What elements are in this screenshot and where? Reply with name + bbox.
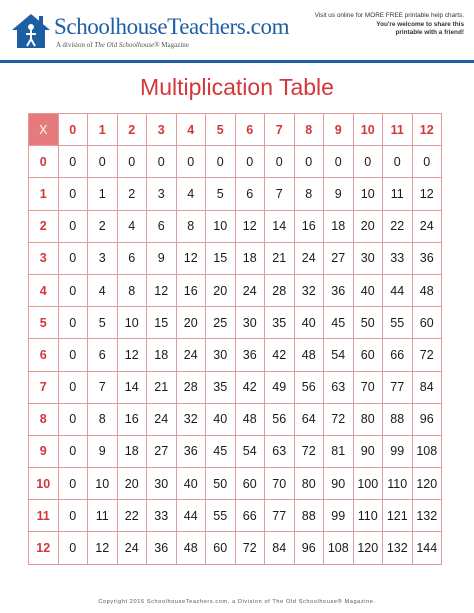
table-cell: 8 (176, 210, 206, 242)
table-cell: 50 (353, 307, 383, 339)
table-cell: 11 (383, 178, 413, 210)
table-cell: 6 (235, 178, 265, 210)
table-cell: 48 (294, 339, 324, 371)
row-header: 12 (29, 532, 59, 564)
table-cell: 0 (58, 371, 88, 403)
table-cell: 4 (88, 274, 118, 306)
header-divider (0, 60, 474, 63)
row-header: 8 (29, 403, 59, 435)
table-cell: 8 (117, 274, 147, 306)
table-cell: 16 (294, 210, 324, 242)
table-cell: 36 (235, 339, 265, 371)
table-cell: 10 (206, 210, 236, 242)
table-row (29, 403, 442, 435)
table-cell: 2 (117, 178, 147, 210)
table-cell: 12 (117, 339, 147, 371)
table-cell: 56 (265, 403, 295, 435)
table-cell: 60 (235, 468, 265, 500)
table-cell: 36 (412, 242, 442, 274)
table-cell: 14 (117, 371, 147, 403)
table-cell: 48 (176, 532, 206, 564)
table-cell: 144 (412, 532, 442, 564)
table-cell: 32 (176, 403, 206, 435)
table-cell: 49 (265, 371, 295, 403)
table-cell: 108 (412, 435, 442, 467)
table-cell: 18 (147, 339, 177, 371)
table-cell: 0 (353, 146, 383, 178)
table-cell: 4 (176, 178, 206, 210)
column-header: 6 (235, 114, 265, 146)
table-cell: 10 (353, 178, 383, 210)
table-cell: 70 (265, 468, 295, 500)
table-cell: 42 (235, 371, 265, 403)
table-cell: 96 (412, 403, 442, 435)
table-cell: 4 (117, 210, 147, 242)
row-header: 9 (29, 435, 59, 467)
table-row (29, 339, 442, 371)
row-header: 3 (29, 242, 59, 274)
table-cell: 25 (206, 307, 236, 339)
table-cell: 66 (383, 339, 413, 371)
table-cell: 2 (88, 210, 118, 242)
row-header: 6 (29, 339, 59, 371)
table-row (29, 500, 442, 532)
table-cell: 0 (58, 274, 88, 306)
table-row (29, 435, 442, 467)
table-cell: 36 (324, 274, 354, 306)
table-cell: 12 (88, 532, 118, 564)
table-cell: 18 (235, 242, 265, 274)
table-cell: 99 (324, 500, 354, 532)
column-header: 11 (383, 114, 413, 146)
table-cell: 9 (324, 178, 354, 210)
table-cell: 81 (324, 435, 354, 467)
table-row (29, 274, 442, 306)
table-cell: 22 (117, 500, 147, 532)
table-cell: 20 (117, 468, 147, 500)
row-header: 10 (29, 468, 59, 500)
table-cell: 9 (88, 435, 118, 467)
table-row (29, 146, 442, 178)
table-cell: 0 (58, 435, 88, 467)
promo-line-2: You're welcome to share this (376, 20, 464, 28)
column-header: 3 (147, 114, 177, 146)
table-cell: 0 (265, 146, 295, 178)
column-header: 10 (353, 114, 383, 146)
schoolhouse-logo-icon (10, 12, 52, 50)
brand-name: SchoolhouseTeachers.com (54, 14, 290, 39)
table-cell: 32 (294, 274, 324, 306)
table-cell: 48 (412, 274, 442, 306)
table-cell: 96 (294, 532, 324, 564)
table-cell: 55 (383, 307, 413, 339)
table-cell: 22 (383, 210, 413, 242)
table-cell: 3 (147, 178, 177, 210)
table-cell: 63 (265, 435, 295, 467)
table-cell: 42 (265, 339, 295, 371)
page-header (0, 0, 474, 60)
table-cell: 64 (294, 403, 324, 435)
table-row (29, 210, 442, 242)
table-cell: 12 (412, 178, 442, 210)
table-cell: 36 (147, 532, 177, 564)
table-cell: 90 (353, 435, 383, 467)
table-cell: 110 (353, 500, 383, 532)
row-header: 2 (29, 210, 59, 242)
header-row (29, 114, 442, 146)
table-cell: 0 (383, 146, 413, 178)
table-cell: 0 (294, 146, 324, 178)
row-header: 11 (29, 500, 59, 532)
table-cell: 30 (235, 307, 265, 339)
table-cell: 121 (383, 500, 413, 532)
table-cell: 33 (147, 500, 177, 532)
table-cell: 7 (265, 178, 295, 210)
table-cell: 0 (58, 242, 88, 274)
table-cell: 35 (206, 371, 236, 403)
table-cell: 0 (58, 468, 88, 500)
row-header: 7 (29, 371, 59, 403)
brand-tagline: A division of The Old Schoolhouse® Magazine (56, 41, 189, 49)
table-cell: 60 (206, 532, 236, 564)
table-cell: 132 (383, 532, 413, 564)
table-cell: 84 (412, 371, 442, 403)
table-cell: 0 (88, 146, 118, 178)
corner-cell: X (29, 114, 59, 146)
table-cell: 0 (58, 307, 88, 339)
table-cell: 44 (176, 500, 206, 532)
table-row (29, 468, 442, 500)
table-cell: 5 (206, 178, 236, 210)
row-header: 5 (29, 307, 59, 339)
table-cell: 0 (412, 146, 442, 178)
table-cell: 27 (147, 435, 177, 467)
table-cell: 33 (383, 242, 413, 274)
table-cell: 70 (353, 371, 383, 403)
table-cell: 88 (294, 500, 324, 532)
table-cell: 44 (383, 274, 413, 306)
copyright-footer: Copyright 2016 SchoolhouseTeachers.com, a Division of The Old Schoolhouse® Magazine. (98, 599, 376, 605)
table-cell: 72 (324, 403, 354, 435)
table-cell: 14 (265, 210, 295, 242)
column-header: 5 (206, 114, 236, 146)
table-cell: 90 (324, 468, 354, 500)
table-cell: 60 (412, 307, 442, 339)
table-cell: 35 (265, 307, 295, 339)
table-cell: 66 (235, 500, 265, 532)
table-cell: 40 (176, 468, 206, 500)
table-cell: 120 (353, 532, 383, 564)
table-cell: 80 (294, 468, 324, 500)
table-cell: 45 (206, 435, 236, 467)
table-cell: 8 (88, 403, 118, 435)
table-cell: 56 (294, 371, 324, 403)
table-cell: 50 (206, 468, 236, 500)
table-cell: 0 (58, 339, 88, 371)
table-cell: 20 (176, 307, 206, 339)
table-cell: 16 (176, 274, 206, 306)
table-cell: 10 (117, 307, 147, 339)
table-cell: 30 (206, 339, 236, 371)
table-cell: 45 (324, 307, 354, 339)
table-cell: 7 (88, 371, 118, 403)
table-cell: 24 (294, 242, 324, 274)
table-cell: 24 (412, 210, 442, 242)
promo-text (274, 12, 464, 38)
table-cell: 0 (58, 178, 88, 210)
column-header: 12 (412, 114, 442, 146)
table-cell: 20 (353, 210, 383, 242)
table-cell: 108 (324, 532, 354, 564)
table-cell: 12 (176, 242, 206, 274)
table-cell: 9 (147, 242, 177, 274)
table-cell: 88 (383, 403, 413, 435)
table-row (29, 178, 442, 210)
table-cell: 24 (147, 403, 177, 435)
table-cell: 10 (88, 468, 118, 500)
column-header: 2 (117, 114, 147, 146)
table-cell: 18 (324, 210, 354, 242)
table-row (29, 371, 442, 403)
table-cell: 18 (117, 435, 147, 467)
table-cell: 0 (147, 146, 177, 178)
row-header: 1 (29, 178, 59, 210)
table-cell: 24 (176, 339, 206, 371)
table-cell: 27 (324, 242, 354, 274)
table-cell: 21 (147, 371, 177, 403)
table-cell: 0 (235, 146, 265, 178)
table-cell: 24 (117, 532, 147, 564)
table-cell: 132 (412, 500, 442, 532)
table-cell: 6 (117, 242, 147, 274)
table-cell: 30 (147, 468, 177, 500)
table-cell: 0 (58, 403, 88, 435)
table-cell: 21 (265, 242, 295, 274)
table-cell: 36 (176, 435, 206, 467)
table-cell: 54 (324, 339, 354, 371)
table-cell: 0 (324, 146, 354, 178)
table-cell: 24 (235, 274, 265, 306)
table-cell: 16 (117, 403, 147, 435)
table-cell: 8 (294, 178, 324, 210)
table-cell: 28 (176, 371, 206, 403)
table-cell: 0 (176, 146, 206, 178)
table-cell: 99 (383, 435, 413, 467)
table-cell: 40 (294, 307, 324, 339)
table-row (29, 307, 442, 339)
table-cell: 28 (265, 274, 295, 306)
table-cell: 6 (147, 210, 177, 242)
table-cell: 6 (88, 339, 118, 371)
table-row (29, 242, 442, 274)
table-cell: 15 (147, 307, 177, 339)
table-cell: 84 (265, 532, 295, 564)
table-cell: 40 (206, 403, 236, 435)
table-cell: 120 (412, 468, 442, 500)
table-cell: 48 (235, 403, 265, 435)
table-cell: 0 (58, 146, 88, 178)
table-cell: 55 (206, 500, 236, 532)
table-cell: 0 (117, 146, 147, 178)
table-cell: 1 (88, 178, 118, 210)
table-cell: 72 (412, 339, 442, 371)
table-cell: 15 (206, 242, 236, 274)
table-cell: 12 (147, 274, 177, 306)
table-cell: 0 (58, 532, 88, 564)
page-title: Multiplication Table (140, 74, 334, 100)
column-header: 4 (176, 114, 206, 146)
table-cell: 0 (206, 146, 236, 178)
table-cell: 80 (353, 403, 383, 435)
promo-line-3: printable with a friend! (395, 29, 464, 36)
table-cell: 60 (353, 339, 383, 371)
table-cell: 11 (88, 500, 118, 532)
table-cell: 0 (58, 210, 88, 242)
table-cell: 77 (383, 371, 413, 403)
column-header: 8 (294, 114, 324, 146)
table-cell: 100 (353, 468, 383, 500)
table-cell: 54 (235, 435, 265, 467)
table-cell: 0 (58, 500, 88, 532)
row-header: 0 (29, 146, 59, 178)
table-cell: 30 (353, 242, 383, 274)
table-cell: 72 (294, 435, 324, 467)
column-header: 1 (88, 114, 118, 146)
table-cell: 3 (88, 242, 118, 274)
column-header: 7 (265, 114, 295, 146)
promo-line-1: Visit us online for MORE FREE printable help charts. (314, 12, 464, 19)
table-cell: 12 (235, 210, 265, 242)
table-cell: 40 (353, 274, 383, 306)
multiplication-table (28, 113, 442, 565)
table-cell: 5 (88, 307, 118, 339)
table-cell: 110 (383, 468, 413, 500)
table-cell: 72 (235, 532, 265, 564)
table-cell: 20 (206, 274, 236, 306)
table-cell: 63 (324, 371, 354, 403)
column-header: 9 (324, 114, 354, 146)
row-header: 4 (29, 274, 59, 306)
table-row (29, 532, 442, 564)
column-header: 0 (58, 114, 88, 146)
table-cell: 77 (265, 500, 295, 532)
